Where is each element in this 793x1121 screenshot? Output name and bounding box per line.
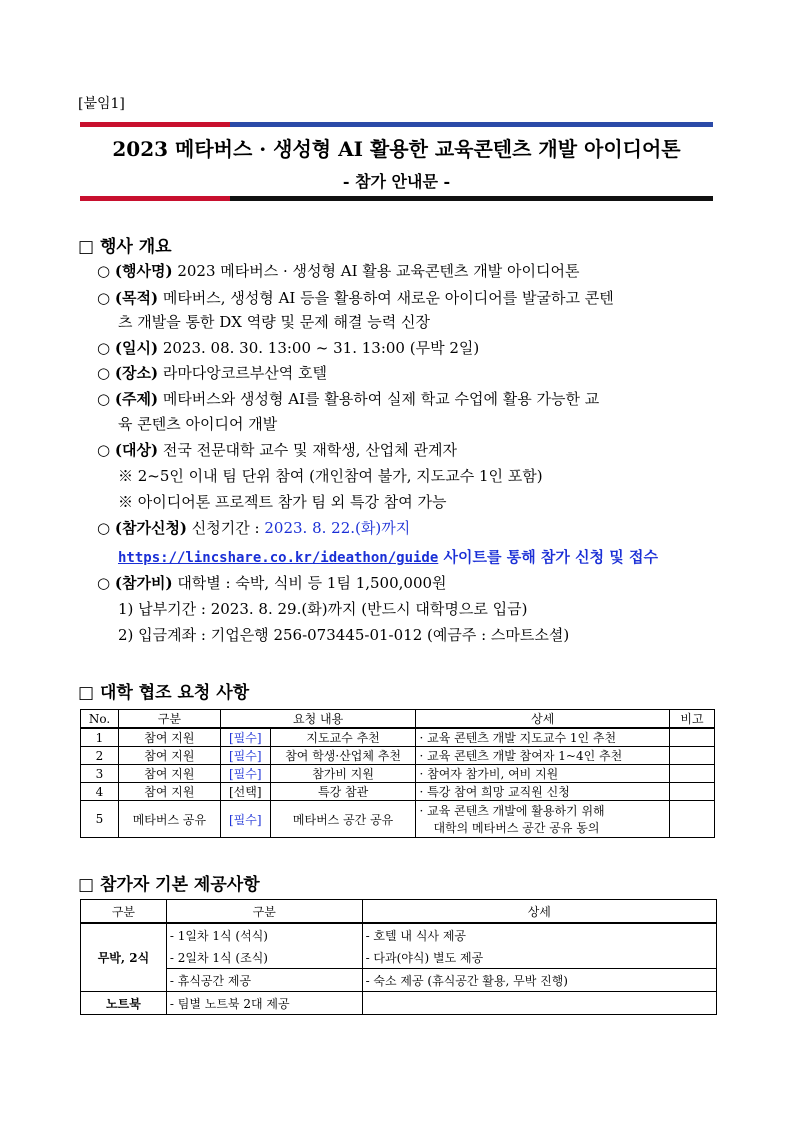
overview-item: ○ (주제) 메타버스와 생성형 AI를 활용하여 실제 학교 수업에 활용 가능한 교 [97, 390, 600, 408]
col-header: 상세 [362, 900, 716, 924]
table-row: 3 참여 지원 [필수] 참가비 지원 · 참여자 참가비, 여비 지원 [81, 765, 715, 783]
overview-note: ※ 2~5인 이내 팀 단위 참여 (개인참여 불가, 지도교수 1인 포함) [118, 467, 543, 485]
title-top-bar [80, 122, 713, 127]
table-row: 5 메타버스 공유 [필수] 메타버스 공간 공유 · 교육 콘텐츠 개발에 활용하기 위해 대학의 메타버스 공간 공유 동의 [81, 801, 715, 838]
section-provision-heading: □ 참가자 기본 제공사항 [78, 875, 260, 895]
table-row: 1 참여 지원 [필수] 지도교수 추천 · 교육 콘텐츠 개발 지도교수 1인 추천 [81, 728, 715, 747]
overview-item-cont: 육 콘텐츠 아이디어 개발 [118, 415, 278, 433]
request-table [80, 709, 715, 838]
overview-item: ○ (행사명) 2023 메타버스 · 생성형 AI 활용 교육콘텐츠 개발 아이디어톤 [97, 262, 580, 280]
attachment-label: [붙임1] [78, 96, 125, 112]
section-request-heading: □ 대학 협조 요청 사항 [78, 683, 250, 703]
table-row: - 휴식공간 제공 - 숙소 제공 (휴식공간 활용, 무박 진행) [81, 969, 717, 992]
overview-apply: ○ (참가신청) 신청기간 : 2023. 8. 22.(화)까지 [97, 519, 411, 537]
apply-link[interactable]: https://lincshare.co.kr/ideathon/guide [118, 550, 439, 566]
col-header: 구분 [166, 900, 362, 924]
overview-item: ○ (대상) 전국 전문대학 교수 및 재학생, 산업체 관계자 [97, 441, 458, 459]
title-bottom-bar [80, 196, 713, 201]
overview-fee: ○ (참가비) 대학별 : 숙박, 식비 등 1팀 1,500,000원 [97, 574, 447, 592]
table-row: 4 참여 지원 [선택] 특강 참관 · 특강 참여 희망 교직원 신청 [81, 783, 715, 801]
col-header: 구분 [118, 710, 220, 729]
overview-item: ○ (일시) 2023. 08. 30. 13:00 ~ 31. 13:00 (무박 2일) [97, 339, 480, 357]
overview-note: ※ 아이디어톤 프로젝트 참가 팀 외 특강 참여 가능 [118, 493, 447, 511]
section-overview-heading: □ 행사 개요 [78, 237, 172, 257]
provision-table [80, 899, 717, 1015]
overview-item-cont: 츠 개발을 통한 DX 역량 및 문제 해결 능력 신장 [118, 313, 430, 331]
col-header: No. [81, 710, 119, 729]
overview-item: ○ (장소) 라마다앙코르부산역 호텔 [97, 364, 327, 382]
col-header: 비고 [670, 710, 715, 729]
apply-link-line: https://lincshare.co.kr/ideathon/guide 사이트를 통해 참가 신청 및 접수 [118, 548, 659, 566]
col-header: 구분 [81, 900, 167, 924]
table-row: 무박, 2식 - 1일차 1식 (석식) - 호텔 내 식사 제공 [81, 923, 717, 946]
table-row: 노트북 - 팀별 노트북 2대 제공 [81, 992, 717, 1015]
col-header: 상세 [416, 710, 670, 729]
fee-detail: 2) 입금계좌 : 기업은행 256-073445-01-012 (예금주 : 스마트소셜) [118, 626, 570, 644]
fee-detail: 1) 납부기간 : 2023. 8. 29.(화)까지 (반드시 대학명으로 입금) [118, 600, 528, 618]
document-subtitle: - 참가 안내문 - [342, 172, 451, 191]
document-title: 2023 메타버스 · 생성형 AI 활용한 교육콘텐츠 개발 아이디어톤 [112, 137, 681, 161]
col-header: 요청 내용 [220, 710, 416, 729]
table-row: - 2일차 1식 (조식) - 다과(야식) 별도 제공 [81, 946, 717, 969]
overview-item: ○ (목적) 메타버스, 생성형 AI 등을 활용하여 새로운 아이디어를 발굴하고 콘텐 [97, 289, 614, 307]
table-row: 2 참여 지원 [필수] 참여 학생·산업체 추천 · 교육 콘텐츠 개발 참여자 1~4인 추천 [81, 747, 715, 765]
